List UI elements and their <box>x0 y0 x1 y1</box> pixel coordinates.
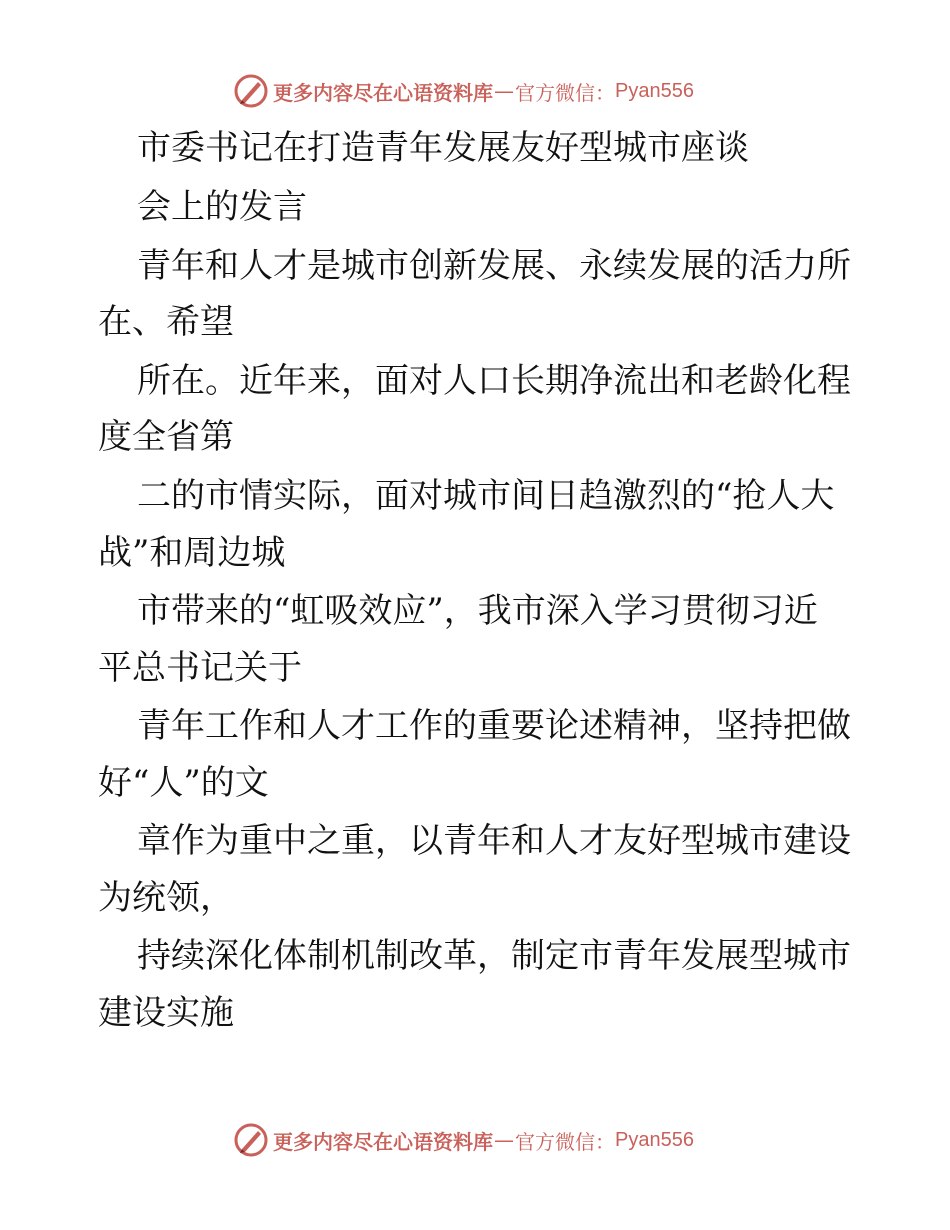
text-line: 所在。近年来，面对人口长期净流出和老龄化程 <box>137 361 851 401</box>
watermark-dash: — <box>494 79 514 103</box>
watermark-text: 更多内容尽在心语资料库 <box>273 80 493 105</box>
watermark-banner-top <box>233 71 694 111</box>
text-line: 持续深化体制机制改革，制定市青年发展型城市 <box>137 936 851 976</box>
text-line: 在、希望 <box>98 302 234 342</box>
text-line: 战”和周边城 <box>98 533 286 573</box>
text-line: 度全省第 <box>98 417 234 457</box>
watermark-dash: — <box>494 1128 514 1152</box>
text-line: 市委书记在打造青年发展友好型城市座谈 <box>137 128 749 168</box>
text-line: 平总书记关于 <box>98 648 302 688</box>
watermark-banner-bottom <box>233 1120 694 1160</box>
pen-logo-icon <box>233 73 269 109</box>
text-line: 章作为重中之重，以青年和人才友好型城市建设 <box>137 821 851 861</box>
watermark-text: 更多内容尽在心语资料库 <box>273 1129 493 1154</box>
text-line: 青年和人才是城市创新发展、永续发展的活力所 <box>137 246 851 286</box>
watermark-account: Pyan556 <box>615 79 694 102</box>
text-line: 会上的发言 <box>137 187 307 227</box>
pen-logo-icon <box>233 1122 269 1158</box>
text-line: 为统领， <box>98 878 234 918</box>
watermark-label: 官方微信： <box>515 1129 615 1154</box>
text-line: 好“人”的文 <box>98 763 269 803</box>
text-line: 青年工作和人才工作的重要论述精神，坚持把做 <box>137 706 851 746</box>
watermark-label: 官方微信： <box>515 80 615 105</box>
watermark-account: Pyan556 <box>615 1128 694 1151</box>
text-line: 建设实施 <box>98 993 234 1033</box>
text-line: 二的市情实际，面对城市间日趋激烈的“抢人大 <box>137 476 835 516</box>
text-line: 市带来的“虹吸效应”，我市深入学习贯彻习近 <box>137 591 818 631</box>
